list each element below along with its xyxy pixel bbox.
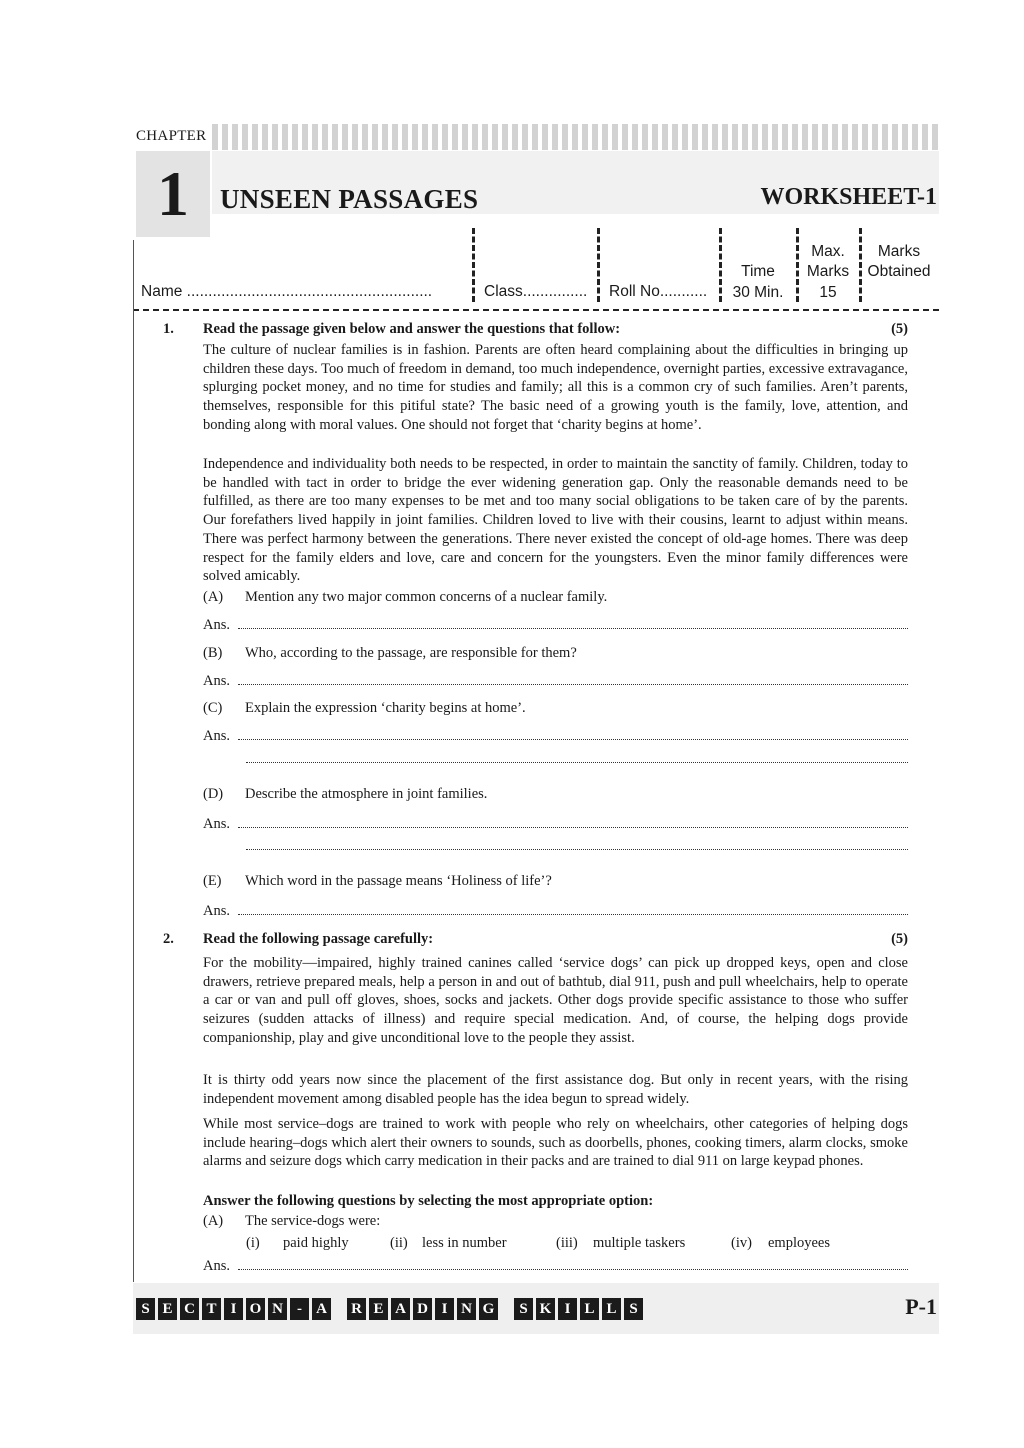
section-letter-box: D xyxy=(413,1298,432,1320)
option-list xyxy=(246,1235,830,1252)
section-letter-box: S xyxy=(514,1298,533,1320)
marks-obtained-label: Marks xyxy=(877,243,921,260)
max-marks-label: Marks xyxy=(806,263,850,280)
divider xyxy=(472,228,475,302)
answer-line[interactable]: Ans. xyxy=(203,815,908,833)
passage-paragraph: For the mobility—impaired, highly trained canines called ‘service dogs’ can pick up dropped keys, open and close drawers, retrieve prepared meals, help a person in and out of bathtub, dial 911, push and pull wheelchairs, help to operate a car or van and pull off gloves, shoes, socks and jackets. Other dogs provide specific assistance to those who suffer seizures (sudden attacks of illness) and require special medication. And, of course, the helping dogs provide companionship, play and give unconditional love to the people they assist. xyxy=(203,955,908,1046)
passage-paragraph: Independence and individuality both needs to be respected, in order to maintain the sanctity of family. Children, today to be handled with tact in order to bridge the ever widening generation gap. Only the reasonable demands need to be fulfilled, as there are too many expenses to be met and too many social obligations to be taken care of by the parents. Our forefathers lived happily in joint families. Children loved to live with their cousins, learnt to adjust within means. There was perfect harmony between the generations. There never existed the concept of old-age homes. There was deep respect for the family elders and love, care and concern for the youngsters. Even the minor family differences were solved amicably. xyxy=(203,456,908,585)
section-label xyxy=(136,1298,643,1320)
section-letter-box: S xyxy=(624,1298,643,1320)
question-marks: (5) xyxy=(891,321,908,337)
left-margin-rule xyxy=(133,240,134,1282)
section-letter-box: - xyxy=(290,1298,309,1320)
section-letter-box: T xyxy=(202,1298,221,1320)
section-letter-box: K xyxy=(536,1298,555,1320)
answer-line[interactable]: Ans. xyxy=(203,616,908,634)
option-text[interactable]: employees xyxy=(768,1235,831,1251)
sub-question: (E) Which word in the passage means ‘Holiness of life’? xyxy=(203,873,552,889)
roll-no-field[interactable]: Roll No........... xyxy=(609,283,708,300)
sub-question: (A) Mention any two major common concerns of a nuclear family. xyxy=(203,589,608,605)
section-letter-box: I xyxy=(435,1298,454,1320)
section-letter-box: I xyxy=(224,1298,243,1320)
question-heading: Read the following passage carefully: xyxy=(203,931,434,947)
divider xyxy=(597,228,600,302)
section-letter-box: E xyxy=(369,1298,388,1320)
option-text[interactable]: paid highly xyxy=(283,1235,349,1251)
section-letter-box: S xyxy=(136,1298,155,1320)
page-number: P-1 xyxy=(905,1294,937,1319)
divider xyxy=(859,228,862,302)
passage-paragraph: The culture of nuclear families is in fashion. Parents are often heard complaining about the difficulties in bringing up children these days. Too much of freedom in demand, too much independence, overnight parties, excessive extravagance, splurging pocket money, and no time for studies and family; all this is a common cry of such families. Aren’t parents, themselves, responsible for this pitiful state? The basic need of a growing youth is the family, love, attention, and bonding along with moral values. One should not forget that ‘charity begins at home’. xyxy=(203,342,908,433)
answer-line[interactable]: Ans. xyxy=(203,672,908,690)
max-marks-value: 15 xyxy=(819,284,837,301)
sub-question: (A) The service-dogs were: xyxy=(203,1213,381,1229)
time-value: 30 Min. xyxy=(732,284,784,301)
divider xyxy=(796,228,799,302)
option-number: (iii) xyxy=(556,1235,578,1251)
question-heading: Read the passage given below and answer the questions that follow: xyxy=(203,321,621,337)
student-info-table xyxy=(133,222,939,311)
option-number: (iv) xyxy=(731,1235,752,1251)
worksheet-label: WORKSHEET-1 xyxy=(760,184,937,210)
answer-line[interactable]: Ans. xyxy=(203,902,908,920)
option-text[interactable]: multiple taskers xyxy=(593,1235,686,1251)
section-letter-box: C xyxy=(180,1298,199,1320)
section-letter-box: E xyxy=(158,1298,177,1320)
max-marks-label: Max. xyxy=(811,243,845,260)
question-number: 1. xyxy=(163,321,174,337)
section-letter-box: N xyxy=(268,1298,287,1320)
section-letter-box: G xyxy=(479,1298,498,1320)
section-word xyxy=(347,1298,498,1320)
answer-line[interactable]: Ans. xyxy=(203,727,908,745)
section-letter-box: L xyxy=(602,1298,621,1320)
passage-paragraph: While most service–dogs are trained to work with people who rely on wheelchairs, other categories of helping dogs include hearing–dogs which alert their owners to sounds, such as doorbells, phones, cooking timers, alarm clocks, smoke alarms and seizure dogs which carry medication in their packs and are trained to dial 911 on large keypad phones. xyxy=(203,1116,908,1170)
sub-question: (B) Who, according to the passage, are responsible for them? xyxy=(203,645,577,661)
section-letter-box: N xyxy=(457,1298,476,1320)
sub-question: (D) Describe the atmosphere in joint families. xyxy=(203,786,488,802)
sub-question: (C) Explain the expression ‘charity begins at home’. xyxy=(203,700,526,716)
section-letter-box: A xyxy=(312,1298,331,1320)
answer-continuation-line[interactable] xyxy=(246,762,908,763)
section-word xyxy=(514,1298,643,1320)
chapter-label: CHAPTER xyxy=(136,128,207,144)
section-word xyxy=(136,1298,331,1320)
section-letter-box: O xyxy=(246,1298,265,1320)
chapter-number: 1 xyxy=(136,151,210,237)
question-number: 2. xyxy=(163,931,174,947)
section-word-gap xyxy=(501,1298,511,1320)
passage-paragraph: It is thirty odd years now since the placement of the first assistance dog. But only in recent years, with the rising independent movement among disabled people has the idea begun to spread widely. xyxy=(203,1072,908,1107)
divider xyxy=(719,228,722,302)
section-letter-box: R xyxy=(347,1298,366,1320)
question-marks: (5) xyxy=(891,931,908,947)
answer-line[interactable]: Ans. xyxy=(203,1257,908,1275)
chapter-decorative-bar xyxy=(212,124,939,150)
section-word-gap xyxy=(334,1298,344,1320)
instruction: Answer the following questions by selecting the most appropriate option: xyxy=(203,1193,654,1209)
name-field[interactable]: Name ......................................................... xyxy=(141,283,433,300)
section-letter-box: I xyxy=(558,1298,577,1320)
section-letter-box: A xyxy=(391,1298,410,1320)
option-number: (ii) xyxy=(390,1235,408,1251)
section-letter-box: L xyxy=(580,1298,599,1320)
answer-continuation-line[interactable] xyxy=(246,849,908,850)
time-label: Time xyxy=(741,263,775,280)
marks-obtained-label: Obtained xyxy=(867,263,931,280)
chapter-title: UNSEEN PASSAGES xyxy=(220,184,479,214)
option-number: (i) xyxy=(246,1235,260,1251)
option-text[interactable]: less in number xyxy=(422,1235,507,1251)
class-field[interactable]: Class............... xyxy=(484,283,588,300)
